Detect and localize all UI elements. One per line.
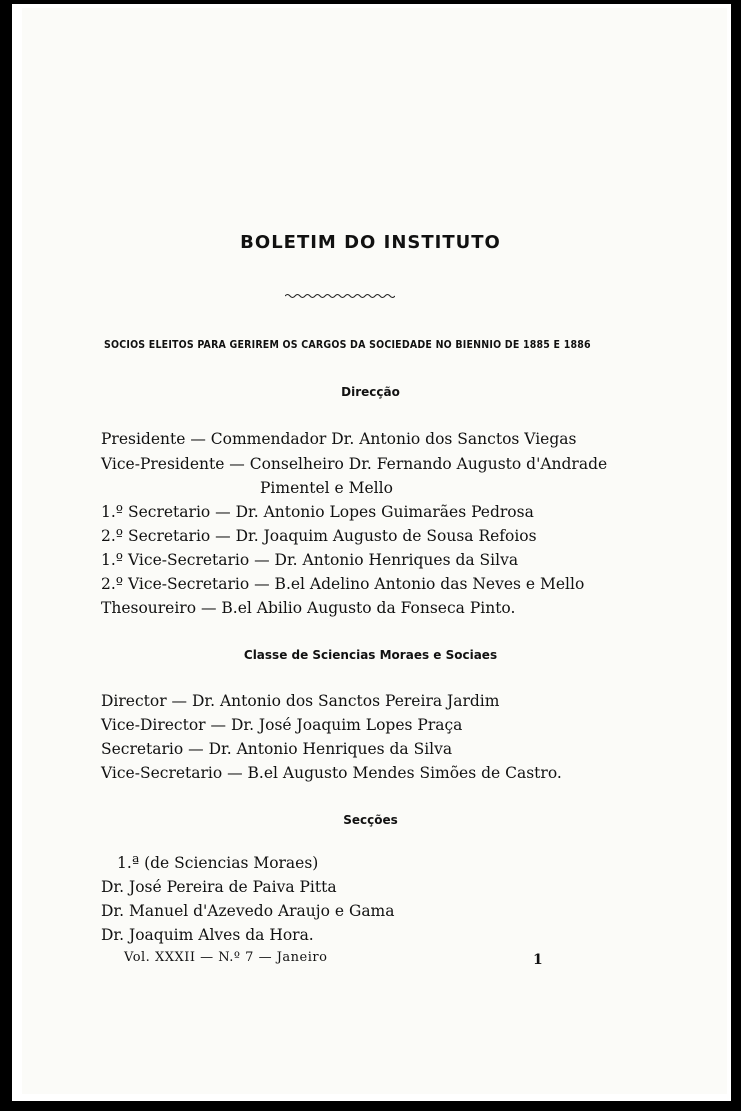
direccao-line: Vice-Presidente — Conselheiro Dr. Fernando Augusto d'Andrade <box>101 455 608 473</box>
footer-volume: Vol. XXXII — N.º 7 — Janeiro <box>124 950 328 965</box>
section-heading-classe: Classe de Sciencias Moraes e Sociaes <box>243 648 498 662</box>
wavy-rule <box>285 292 395 300</box>
page-title: BOLETIM DO INSTITUTO <box>240 232 501 253</box>
direccao-line: 2.º Vice-Secretario — B.el Adelino Antonio das Neves e Mello <box>101 575 585 593</box>
direccao-line: Presidente — Commendador Dr. Antonio dos Sanctos Viegas <box>101 430 577 448</box>
classe-line: Vice-Director — Dr. José Joaquim Lopes Praça <box>101 716 463 734</box>
direccao-line: 1.º Secretario — Dr. Antonio Lopes Guimarães Pedrosa <box>101 503 534 521</box>
seccoes-line: Dr. Joaquim Alves da Hora. <box>101 926 314 944</box>
section-heading-seccoes: Secções <box>343 813 398 827</box>
direccao-line: Pimentel e Mello <box>260 479 393 497</box>
section-heading-direccao: Direcção <box>341 385 400 399</box>
subtitle: SOCIOS ELEITOS PARA GERIREM OS CARGOS DA SOCIEDADE NO BIENNIO DE 1885 E 1886 <box>104 339 591 351</box>
classe-line: Vice-Secretario — B.el Augusto Mendes Simões de Castro. <box>101 764 562 782</box>
seccoes-line: Dr. José Pereira de Paiva Pitta <box>101 878 337 896</box>
seccoes-line: Dr. Manuel d'Azevedo Araujo e Gama <box>101 902 395 920</box>
direccao-line: 1.º Vice-Secretario — Dr. Antonio Henriques da Silva <box>101 551 519 569</box>
page-number: 1 <box>533 952 543 968</box>
direccao-line: Thesoureiro — B.el Abilio Augusto da Fonseca Pinto. <box>101 599 516 617</box>
direccao-line: 2.º Secretario — Dr. Joaquim Augusto de Sousa Refoios <box>101 527 537 545</box>
seccoes-line: 1.ª (de Sciencias Moraes) <box>117 854 319 872</box>
classe-line: Director — Dr. Antonio dos Sanctos Pereira Jardim <box>101 692 500 710</box>
classe-line: Secretario — Dr. Antonio Henriques da Silva <box>101 740 453 758</box>
